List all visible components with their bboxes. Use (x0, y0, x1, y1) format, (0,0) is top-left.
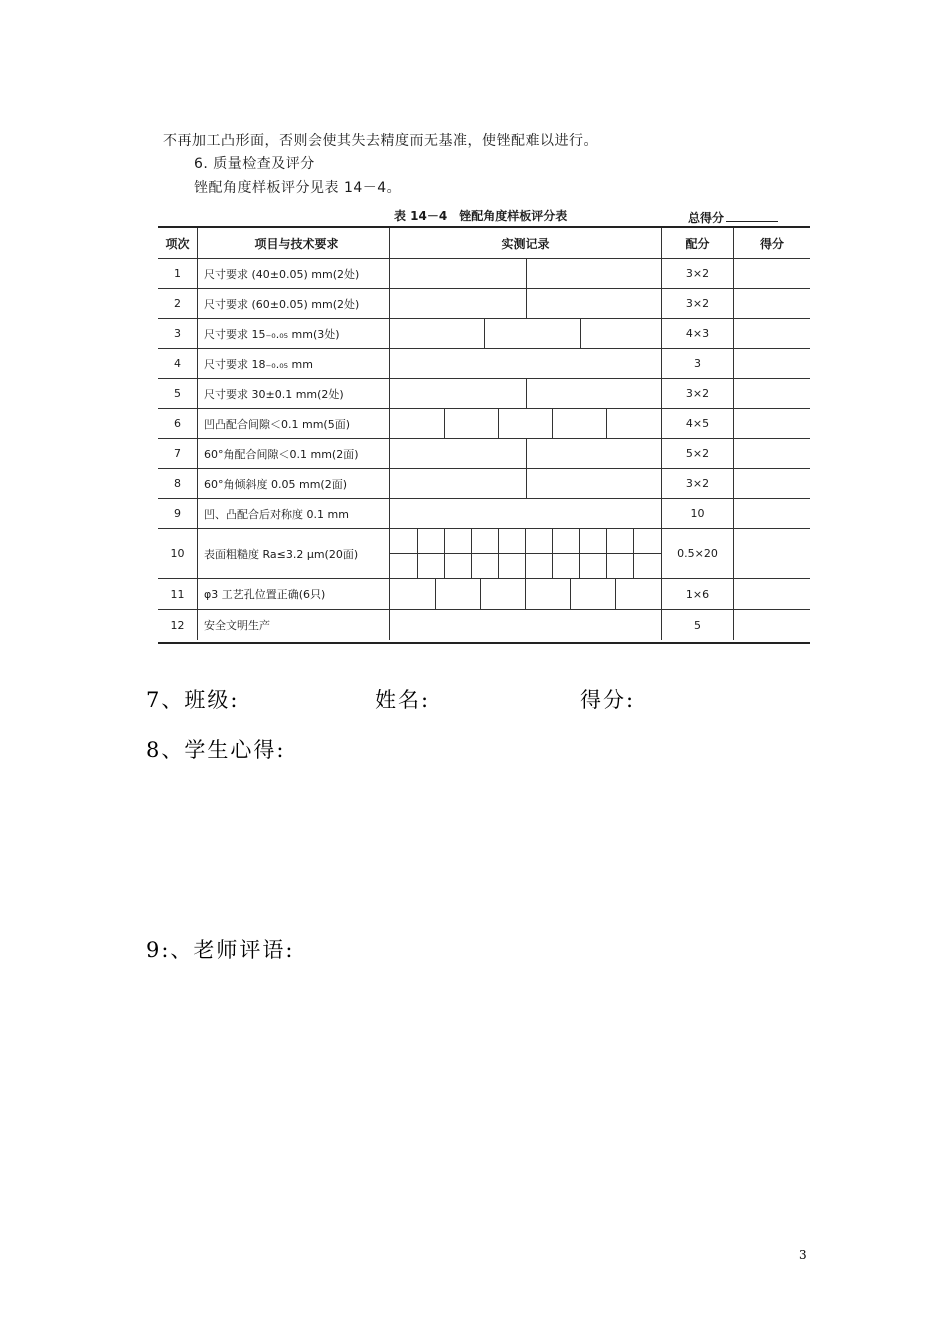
row-record (390, 289, 662, 318)
row-no: 6 (158, 409, 198, 438)
row-no: 3 (158, 319, 198, 348)
row-score (734, 499, 810, 528)
table-row (158, 469, 810, 499)
row-score (734, 610, 810, 640)
row-score (734, 439, 810, 468)
table-row (158, 259, 810, 289)
row-item: 尺寸要求 (40±0.05) mm(2处) (198, 259, 390, 288)
table-row (158, 610, 810, 640)
row-item: 60°角配合间隙＜0.1 mm(2面) (198, 439, 390, 468)
row-no: 5 (158, 379, 198, 408)
header-record: 实测记录 (390, 228, 662, 258)
table-row (158, 439, 810, 469)
header-item: 项目与技术要求 (198, 228, 390, 258)
page-number: 3 (799, 1248, 807, 1262)
row-record (390, 579, 662, 609)
row-points: 0.5×20 (662, 529, 734, 578)
table-row (158, 579, 810, 610)
row-record (390, 499, 662, 528)
row-points: 5×2 (662, 439, 734, 468)
row-item: φ3 工艺孔位置正确(6只) (198, 579, 390, 609)
row-score (734, 379, 810, 408)
row-no: 7 (158, 439, 198, 468)
table-row (158, 409, 810, 439)
student-reflection-label: 8、学生心得: (146, 738, 286, 762)
row-no: 4 (158, 349, 198, 378)
score-table (158, 226, 810, 644)
table-row (158, 529, 810, 579)
row-points: 3×2 (662, 259, 734, 288)
row-record (390, 319, 662, 348)
row-record (390, 409, 662, 438)
row-score (734, 529, 810, 578)
row-score (734, 579, 810, 609)
table-row (158, 289, 810, 319)
row-no: 2 (158, 289, 198, 318)
row-score (734, 409, 810, 438)
row-no: 9 (158, 499, 198, 528)
row-item: 60°角倾斜度 0.05 mm(2面) (198, 469, 390, 498)
header-points: 配分 (662, 228, 734, 258)
row-record (390, 379, 662, 408)
row-no: 1 (158, 259, 198, 288)
row-no: 8 (158, 469, 198, 498)
table-row (158, 499, 810, 529)
row-record (390, 610, 662, 640)
row-item: 凹、凸配合后对称度 0.1 mm (198, 499, 390, 528)
row-record (390, 469, 662, 498)
intro-line: 不再加工凸形面，否则会使其失去精度而无基准，使锉配难以进行。 (163, 133, 598, 149)
total-score-label (688, 209, 778, 226)
row-item: 凹凸配合间隙＜0.1 mm(5面) (198, 409, 390, 438)
row-item: 尺寸要求 18₋₀.₀₅ mm (198, 349, 390, 378)
row-score (734, 259, 810, 288)
class-label: 7、班级: (146, 688, 240, 712)
table-row (158, 379, 810, 409)
total-score-blank (726, 211, 778, 222)
row-record (390, 439, 662, 468)
header-score: 得分 (759, 236, 784, 251)
name-label: 姓名: (375, 688, 431, 712)
row-item: 尺寸要求 (60±0.05) mm(2处) (198, 289, 390, 318)
table-row (158, 349, 810, 379)
row-points: 3×2 (662, 379, 734, 408)
row-points: 1×6 (662, 579, 734, 609)
row-record (390, 349, 662, 378)
section-text: 锉配角度样板评分见表 14－4。 (194, 180, 402, 196)
row-points: 3 (662, 349, 734, 378)
row-item: 尺寸要求 30±0.1 mm(2处) (198, 379, 390, 408)
table-title: 表 14－4 锉配角度样板评分表 (394, 209, 568, 223)
row-no: 11 (158, 579, 198, 609)
table-header-row (158, 228, 810, 259)
row-points: 4×5 (662, 409, 734, 438)
row-score (734, 469, 810, 498)
row-points: 5 (662, 610, 734, 640)
total-score-caption: 总得分 (688, 211, 725, 225)
row-item: 表面粗糙度 Ra≤3.2 μm(20面) (198, 529, 390, 578)
row-item: 安全文明生产 (198, 610, 390, 640)
row-score (734, 289, 810, 318)
row-no: 12 (158, 610, 198, 640)
row-points: 3×2 (662, 469, 734, 498)
row-item: 尺寸要求 15₋₀.₀₅ mm(3处) (198, 319, 390, 348)
row-record (390, 529, 662, 578)
table-row (158, 319, 810, 349)
row-record (390, 259, 662, 288)
row-no: 10 (158, 529, 198, 578)
header-no: 项次 (158, 228, 198, 258)
teacher-comment-label: 9:、老师评语: (146, 938, 295, 962)
section-heading: 6. 质量检查及评分 (194, 156, 315, 172)
row-points: 10 (662, 499, 734, 528)
scanned-textbook-excerpt (0, 0, 950, 660)
row-points: 3×2 (662, 289, 734, 318)
row-score (734, 349, 810, 378)
row-points: 4×3 (662, 319, 734, 348)
row-score (734, 319, 810, 348)
score-label: 得分: (580, 688, 636, 712)
